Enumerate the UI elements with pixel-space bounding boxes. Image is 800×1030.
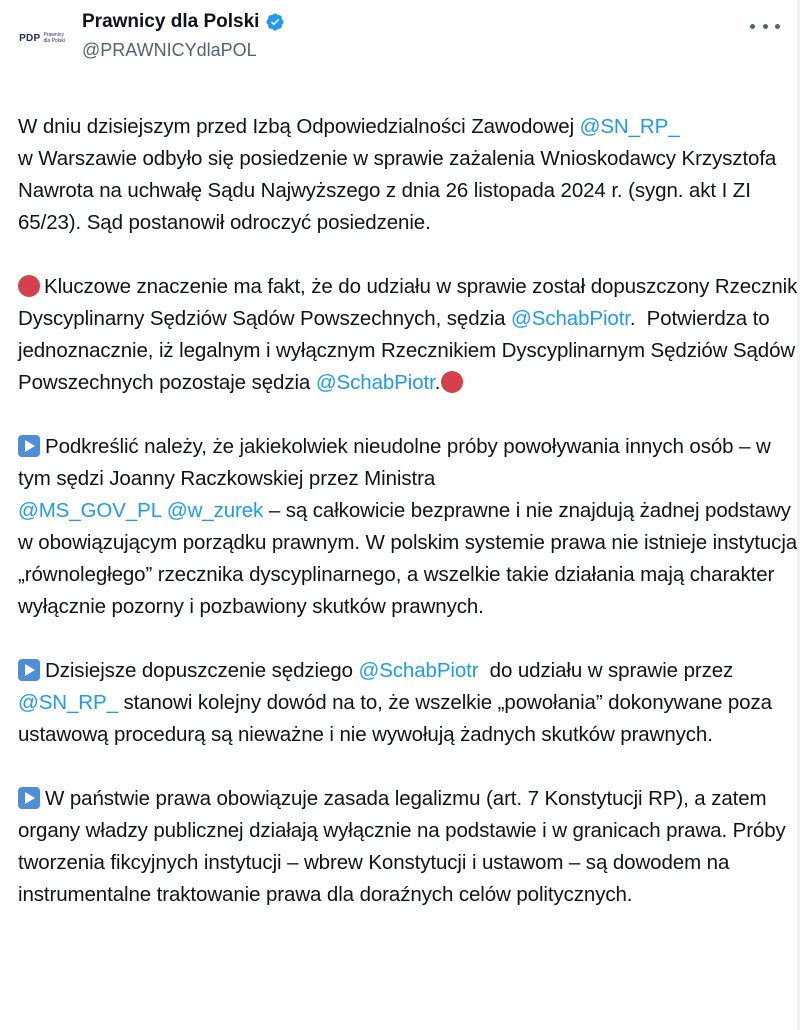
paragraph-5: [18, 783, 798, 911]
avatar-logo-line1: Prawnicy: [43, 32, 64, 38]
avatar[interactable]: [16, 12, 68, 64]
mention-link[interactable]: @SN_RP_: [18, 691, 118, 714]
text: .: [434, 371, 441, 394]
handle[interactable]: @PRAWNICYdlaPOL: [82, 40, 257, 60]
more-dot: [763, 24, 768, 29]
avatar-logo-mark: PDP: [19, 32, 41, 44]
tweet-header: [0, 0, 800, 80]
paragraph-1: [18, 111, 798, 239]
verified-badge-icon: [265, 12, 285, 32]
text: do udziału w sprawie przez: [478, 659, 739, 682]
paragraph-2: [18, 271, 798, 399]
name-row: [82, 11, 285, 33]
text: w Warszawie odbyło się posiedzenie w sprawie zażalenia Wnioskodawcy Krzysztofa Nawrota na uchwałę Sądu Najwyższego z dnia 26 listopada 2024 r. (sygn. akt I ZI 65/23). Sąd postanowił odroczyć posiedzenie.: [18, 147, 777, 234]
mention-link[interactable]: @SchabPiotr: [511, 307, 630, 330]
play-button-emoji: [18, 787, 40, 809]
mention-link[interactable]: @SchabPiotr: [358, 659, 479, 682]
red-circle-emoji: [441, 371, 463, 393]
more-dot: [775, 24, 780, 29]
avatar-logo-text: [44, 32, 65, 44]
more-horizontal-icon[interactable]: [750, 15, 780, 37]
text: W dniu dzisiejszym przed Izbą Odpowiedzialności Zawodowej: [18, 115, 580, 138]
mention-link[interactable]: @MS_GOV_PL: [18, 499, 162, 522]
red-circle-emoji: [18, 275, 40, 297]
text: – są całkowicie bezprawne i nie znajdują żadnej podstawy w obowiązującym porządku prawnym. W polskim systemie prawa nie istnieje instytucja „równoległego” rzecznika dyscyplinarnego, a wszelkie takie działania mają charakter wyłącznie pozorny i pozbawiony skutków prawnych.: [18, 499, 798, 618]
text: Kluczowe znaczenie ma fakt, że do udziału w sprawie został dopuszczony Rzecznik Dyscyplinarny Sędziów Sądów Powszechnych, sędzia: [18, 275, 798, 330]
paragraph-3: [18, 431, 798, 623]
text: Podkreślić należy, że jakiekolwiek nieudolne próby powoływania innych osób – w tym sędzi Joanny Raczkowskiej przez Ministra: [18, 435, 771, 490]
text: Dzisiejsze dopuszczenie sędziego: [45, 659, 359, 682]
play-button-emoji: [18, 659, 40, 681]
avatar-logo-line2: dla Polski: [43, 38, 65, 44]
mention-link[interactable]: @w_zurek: [166, 499, 264, 522]
mention-link[interactable]: @SN_RP_: [579, 115, 680, 138]
text: W państwie prawa obowiązuje zasada legalizmu (art. 7 Konstytucji RP), a zatem organy władzy publicznej działają wyłącznie na podstawie i w granicach prawa. Próby tworzenia fikcyjnych instytucji – wbrew Konstytucji i ustawom – są dowodem na instrumentalne traktowanie prawa dla doraźnych celów politycznych.: [18, 787, 792, 906]
mention-link[interactable]: @SchabPiotr: [315, 371, 435, 394]
play-button-emoji: [18, 435, 40, 457]
paragraph-4: [18, 655, 798, 751]
text: . Potwierdza to jednoznacznie, iż legalnym i wyłącznym Rzecznikiem Dyscyplinarnym Sędziów Sądów Powszechnych pozostaje sędzia: [18, 307, 796, 394]
display-name[interactable]: Prawnicy dla Polski: [82, 11, 260, 32]
tweet-text: [18, 111, 798, 943]
more-dot: [750, 24, 755, 29]
text: stanowi kolejny dowód na to, że wszelkie „powołania” dokonywane poza ustawową procedurą są nieważne i nie wywołują żadnych skutków prawnych.: [18, 691, 778, 746]
